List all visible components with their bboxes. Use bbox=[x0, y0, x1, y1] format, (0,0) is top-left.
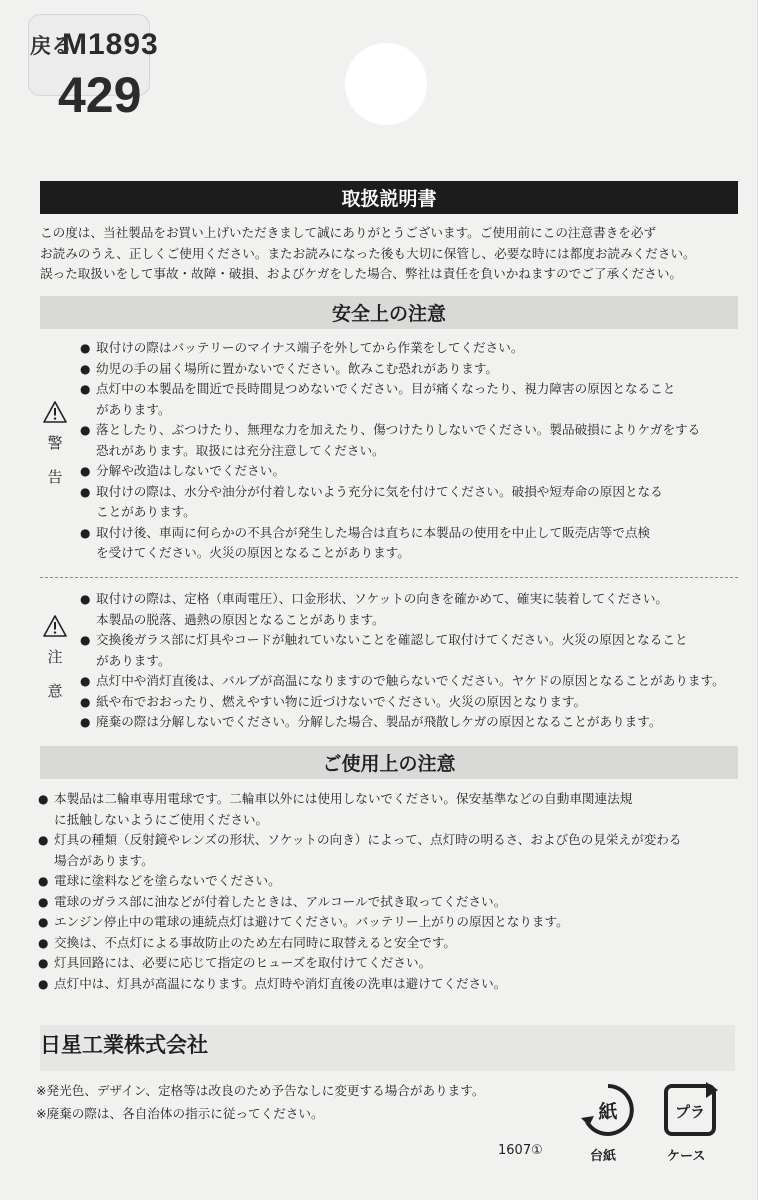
model-number: 429 bbox=[58, 67, 142, 123]
paper-recycle-icon bbox=[578, 1080, 638, 1140]
warning-item: ● 取付け後、車両に何らかの不具合が発生した場合は直ちに本製品の使用を中止して販売店等で点検 を受けてください。火災の原因となることがあります。 bbox=[80, 523, 742, 564]
usage-item: ● 電球のガラス部に油などが付着したときは、アルコールで拭き取ってください。 bbox=[38, 892, 742, 913]
paper-recycle-label: 台紙 bbox=[590, 1149, 617, 1164]
caution-item: ● 取付けの際は、定格（車両電圧）、口金形状、ソケットの向きを確かめて、確実に装着してください。 本製品の脱落、過熱の原因となることがあります。 bbox=[80, 589, 742, 630]
warning-item: ● 点灯中の本製品を間近で長時間見つめないでください。目が痛くなったり、視力障害の原因となること があります。 bbox=[80, 379, 742, 420]
usage-title: ご使用上の注意 bbox=[40, 746, 738, 779]
usage-item: ● 灯具の種類（反射鏡やレンズの形状、ソケットの向き）によって、点灯時の明るさ、および色の見栄えが変わる 場合があります。 bbox=[38, 830, 742, 871]
warning-item: ● 分解や改造はしないでください。 bbox=[80, 461, 742, 482]
warning-list bbox=[80, 338, 742, 564]
caution-list bbox=[80, 589, 742, 733]
usage-item: ● エンジン停止中の電球の連続点灯は避けてください。バッテリー上がりの原因となります。 bbox=[38, 912, 742, 933]
lot-number: 1607① bbox=[498, 1143, 543, 1158]
intro-line: お読みのうえ、正しくご使用ください。またお読みになった後も大切に保管し、必要な時には都度お読みください。 bbox=[40, 245, 696, 261]
warning-tag bbox=[40, 400, 70, 494]
warning-tag-char: 告 bbox=[47, 468, 63, 486]
back-button-label[interactable]: 戻る bbox=[30, 34, 72, 58]
plastic-recycle-mark-text: プラ bbox=[674, 1103, 706, 1121]
hang-hole bbox=[345, 43, 427, 125]
manual-title: 取扱説明書 bbox=[40, 181, 738, 214]
usage-item: ● 電球に塗料などを塗らないでください。 bbox=[38, 871, 742, 892]
caution-tag bbox=[40, 614, 70, 708]
safety-title: 安全上の注意 bbox=[40, 296, 738, 329]
warning-item: ● 落としたり、ぶつけたり、無理な力を加えたり、傷つけたりしないでください。製品破損によりケガをする 恐れがあります。取扱には充分注意してください。 bbox=[80, 420, 742, 461]
plastic-recycle-icon bbox=[660, 1080, 720, 1140]
caution-triangle-icon bbox=[42, 614, 68, 638]
caution-item: ● 紙や布でおおったり、燃えやすい物に近づけないでください。火災の原因となります。 bbox=[80, 692, 742, 713]
section-divider bbox=[40, 577, 738, 578]
usage-item: ● 点灯中は、灯具が高温になります。点灯時や消灯直後の洗車は避けてください。 bbox=[38, 974, 742, 995]
footer-note-spec: ※発光色、デザイン、定格等は改良のため予告なしに変更する場合があります。 bbox=[36, 1083, 485, 1098]
plastic-recycle-label: ケース bbox=[667, 1149, 706, 1164]
intro-line: この度は、当社製品をお買い上げいただきまして誠にありがとうございます。ご使用前にこの注意書きを必ず bbox=[40, 225, 657, 240]
caution-tag-char: 意 bbox=[47, 682, 63, 700]
footer-note-disposal: ※廃棄の際は、各自治体の指示に従ってください。 bbox=[36, 1106, 324, 1121]
warning-item: ● 幼児の手の届く場所に置かないでください。飲みこむ恐れがあります。 bbox=[80, 359, 742, 380]
caution-item: ● 点灯中や消灯直後は、バルブが高温になりますので触らないでください。ヤケドの原因となることがあります。 bbox=[80, 671, 742, 692]
usage-list bbox=[38, 789, 742, 994]
warning-item: ● 取付けの際はバッテリーのマイナス端子を外してから作業をしてください。 bbox=[80, 338, 742, 359]
company-name: 日星工業株式会社 bbox=[40, 1025, 735, 1071]
caution-item: ● 交換後ガラス部に灯具やコードが触れていないことを確認して取付けてください。火災の原因となること があります。 bbox=[80, 630, 742, 671]
warning-item: ● 取付けの際は、水分や油分が付着しないよう充分に気を付けてください。破損や短寿命の原因となる ことがあります。 bbox=[80, 482, 742, 523]
caution-item: ● 廃棄の際は分解しないでください。分解した場合、製品が飛散しケガの原因となることがあります。 bbox=[80, 712, 742, 733]
usage-item: ● 灯具回路には、必要に応じて指定のヒューズを取付けてください。 bbox=[38, 953, 742, 974]
usage-item: ● 本製品は二輪車専用電球です。二輪車以外には使用しないでください。保安基準などの自動車関連法規 に抵触しないようにご使用ください。 bbox=[38, 789, 742, 830]
model-code: M1893 bbox=[62, 28, 159, 61]
warning-triangle-icon bbox=[42, 400, 68, 424]
intro-text bbox=[40, 223, 745, 285]
caution-tag-char: 注 bbox=[47, 648, 63, 666]
usage-item: ● 交換は、不点灯による事故防止のため左右同時に取替えると安全です。 bbox=[38, 933, 742, 954]
warning-tag-char: 警 bbox=[47, 434, 63, 452]
paper-recycle-mark-text: 紙 bbox=[598, 1101, 618, 1123]
intro-line: 誤った取扱いをして事故・故障・破損、およびケガをした場合、弊社は責任を負いかねますのでご了承ください。 bbox=[40, 266, 683, 281]
